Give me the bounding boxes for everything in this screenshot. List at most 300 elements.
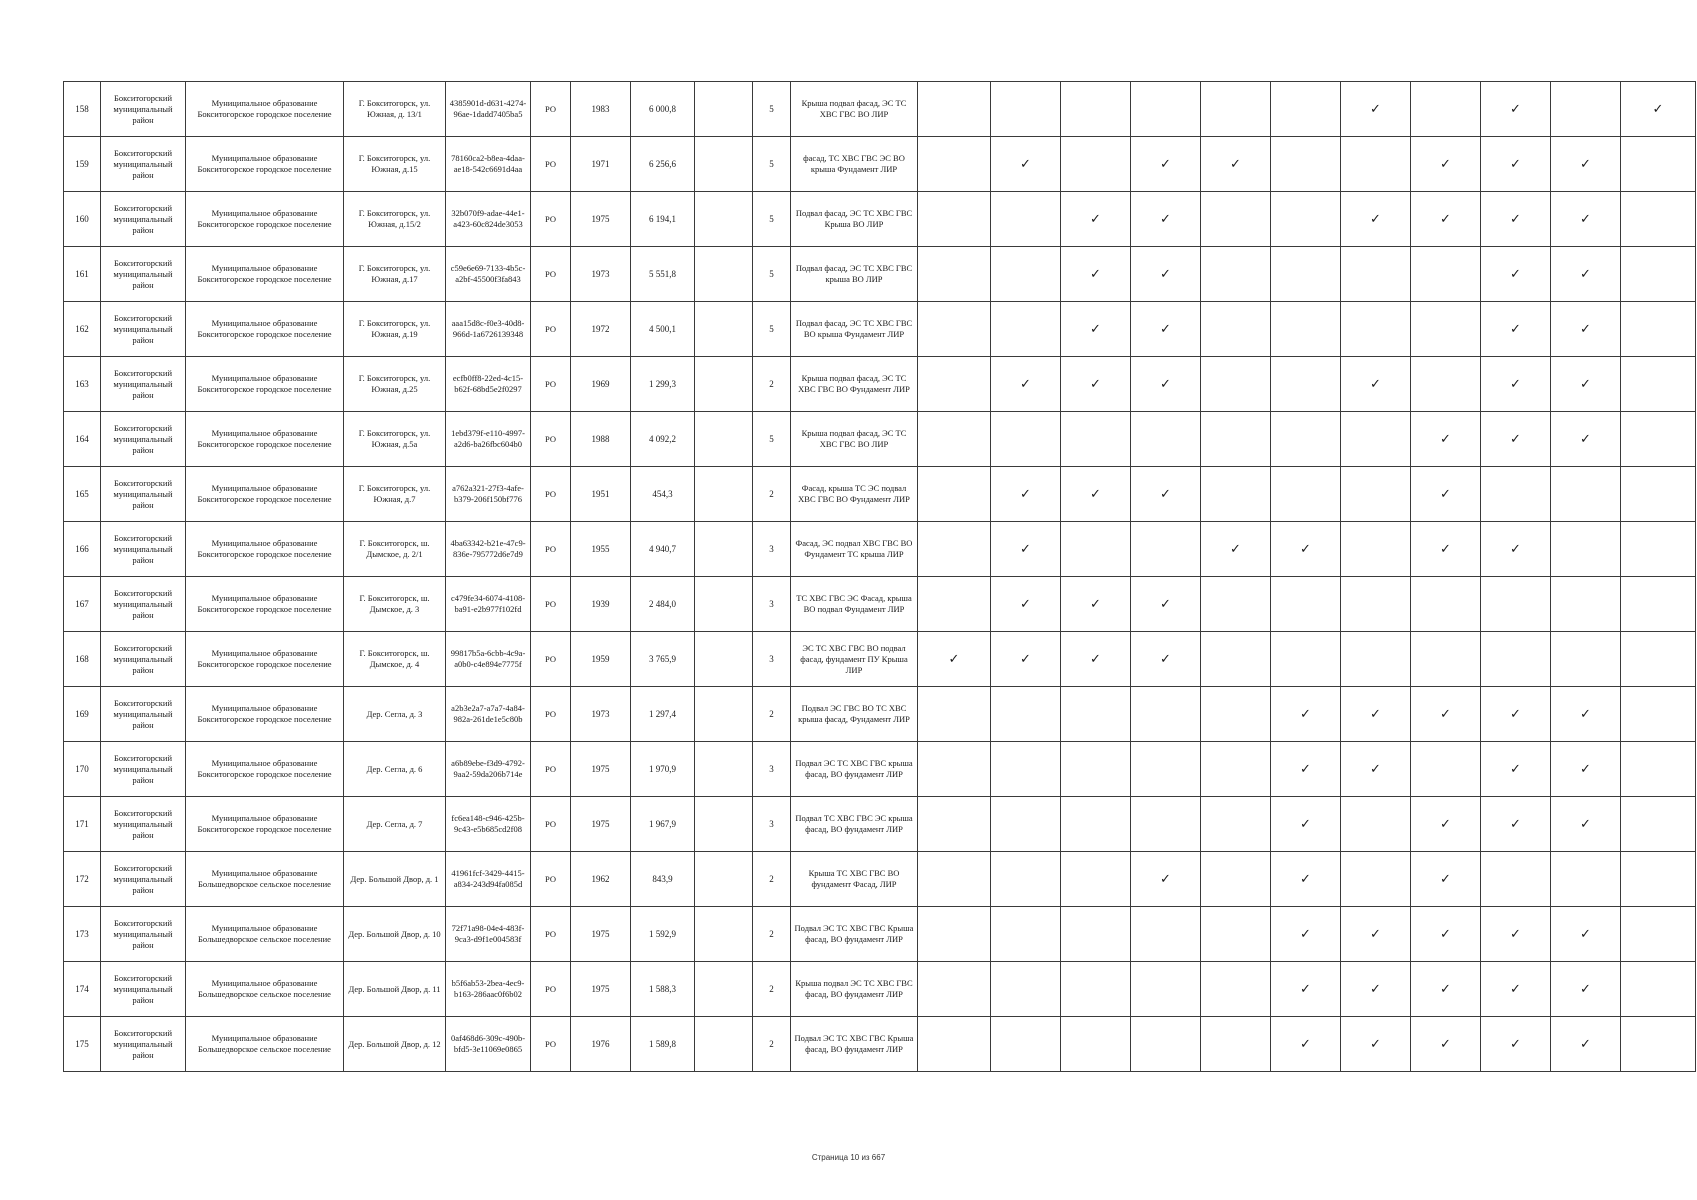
floors-cell: 2 [753, 962, 791, 1017]
check-mark-icon: ✓ [1481, 687, 1551, 742]
check-mark-icon: ✓ [1061, 632, 1131, 687]
work-type-cell [991, 412, 1061, 467]
address-cell: Г. Бокситогорск, ул. Южная, д.19 [344, 302, 446, 357]
works-list-cell: Подвал ЭС ТС ХВС ГВС Крыша фасад, ВО фундамент ЛИР [791, 1017, 918, 1072]
table-row [64, 577, 1696, 632]
work-type-cell [918, 522, 991, 577]
floors-cell: 5 [753, 412, 791, 467]
owner-cell: РО [531, 467, 571, 522]
address-cell: Дер. Сеглa, д. 3 [344, 687, 446, 742]
house-guid-cell: 0af468d6-309c-490b-bfd5-3e11069e0865 [446, 1017, 531, 1072]
year-built-cell: 1983 [571, 82, 631, 137]
work-type-cell [1201, 687, 1271, 742]
year-built-cell: 1962 [571, 852, 631, 907]
work-type-cell [1061, 742, 1131, 797]
floors-cell: 3 [753, 577, 791, 632]
check-mark-icon: ✓ [1131, 247, 1201, 302]
check-mark-icon: ✓ [1271, 797, 1341, 852]
floors-cell: 5 [753, 247, 791, 302]
work-type-cell [918, 687, 991, 742]
work-type-cell [1621, 907, 1696, 962]
check-mark-icon: ✓ [1551, 302, 1621, 357]
area-cell: 6 194,1 [631, 192, 695, 247]
year-built-cell: 1971 [571, 137, 631, 192]
empty-cell [695, 412, 753, 467]
work-type-cell [991, 302, 1061, 357]
check-mark-icon: ✓ [1131, 192, 1201, 247]
work-type-cell [991, 852, 1061, 907]
floors-cell: 2 [753, 907, 791, 962]
empty-cell [695, 577, 753, 632]
check-mark-icon: ✓ [1551, 412, 1621, 467]
owner-cell: РО [531, 1017, 571, 1072]
owner-cell: РО [531, 907, 571, 962]
owner-cell: РО [531, 687, 571, 742]
check-mark-icon: ✓ [991, 467, 1061, 522]
check-mark-icon: ✓ [1481, 1017, 1551, 1072]
district-cell: Бокситогорский муниципальный район [101, 412, 186, 467]
table-row [64, 522, 1696, 577]
floors-cell: 3 [753, 797, 791, 852]
address-cell: Дер. Сеглa, д. 7 [344, 797, 446, 852]
check-mark-icon: ✓ [1481, 797, 1551, 852]
work-type-cell [1411, 357, 1481, 412]
house-guid-cell: 41961fcf-3429-4415-a834-243d94fa085d [446, 852, 531, 907]
municipality-cell: Муниципальное образование Большедворское сельское поселение [186, 907, 344, 962]
area-cell: 843,9 [631, 852, 695, 907]
area-cell: 454,3 [631, 467, 695, 522]
work-type-cell [1131, 962, 1201, 1017]
works-list-cell: ТС ХВС ГВС ЭС Фасад, крыша ВО подвал Фундамент ЛИР [791, 577, 918, 632]
municipality-cell: Муниципальное образование Бокситогорское городское поселение [186, 82, 344, 137]
address-cell: Г. Бокситогорск, ул. Южная, д.15/2 [344, 192, 446, 247]
works-list-cell: Подвал фасад, ЭС ТС ХВС ГВС ВО крыша Фундамент ЛИР [791, 302, 918, 357]
municipality-cell: Муниципальное образование Большедворское сельское поселение [186, 1017, 344, 1072]
works-list-cell: Крыша подвал ЭС ТС ХВС ГВС фасад, ВО фундамент ЛИР [791, 962, 918, 1017]
row-number: 170 [64, 742, 101, 797]
housing-register-table [63, 81, 1696, 1072]
table-row [64, 137, 1696, 192]
house-guid-cell: 72f71a98-04e4-483f-9ca3-d9f1e004583f [446, 907, 531, 962]
year-built-cell: 1975 [571, 962, 631, 1017]
work-type-cell [1131, 907, 1201, 962]
floors-cell: 5 [753, 137, 791, 192]
district-cell: Бокситогорский муниципальный район [101, 577, 186, 632]
check-mark-icon: ✓ [1411, 522, 1481, 577]
check-mark-icon: ✓ [1621, 82, 1696, 137]
works-list-cell: Крыша подвал фасад, ЭС ТС ХВС ГВС ВО Фундамент ЛИР [791, 357, 918, 412]
year-built-cell: 1988 [571, 412, 631, 467]
work-type-cell [1621, 412, 1696, 467]
empty-cell [695, 1017, 753, 1072]
work-type-cell [1131, 412, 1201, 467]
address-cell: Дер. Большой Двор, д. 1 [344, 852, 446, 907]
empty-cell [695, 852, 753, 907]
check-mark-icon: ✓ [1481, 302, 1551, 357]
check-mark-icon: ✓ [1061, 247, 1131, 302]
check-mark-icon: ✓ [1551, 687, 1621, 742]
house-guid-cell: c59e6e69-7133-4b5c-a2bf-45500f3fa843 [446, 247, 531, 302]
area-cell: 4 092,2 [631, 412, 695, 467]
work-type-cell [918, 742, 991, 797]
floors-cell: 5 [753, 302, 791, 357]
check-mark-icon: ✓ [1061, 192, 1131, 247]
empty-cell [695, 522, 753, 577]
table-row [64, 412, 1696, 467]
works-list-cell: Подвал ЭС ТС ХВС ГВС крыша фасад, ВО фундамент ЛИР [791, 742, 918, 797]
table-body [64, 82, 1696, 1072]
district-cell: Бокситогорский муниципальный район [101, 742, 186, 797]
check-mark-icon: ✓ [1271, 852, 1341, 907]
year-built-cell: 1939 [571, 577, 631, 632]
work-type-cell [1201, 797, 1271, 852]
check-mark-icon: ✓ [1341, 742, 1411, 797]
work-type-cell [1341, 467, 1411, 522]
works-list-cell: Подвал ЭС ТС ХВС ГВС Крыша фасад, ВО фундамент ЛИР [791, 907, 918, 962]
municipality-cell: Муниципальное образование Бокситогорское городское поселение [186, 137, 344, 192]
row-number: 173 [64, 907, 101, 962]
work-type-cell [1271, 137, 1341, 192]
area-cell: 6 000,8 [631, 82, 695, 137]
municipality-cell: Муниципальное образование Бокситогорское городское поселение [186, 522, 344, 577]
work-type-cell [991, 247, 1061, 302]
work-type-cell [1131, 82, 1201, 137]
district-cell: Бокситогорский муниципальный район [101, 632, 186, 687]
work-type-cell [1411, 247, 1481, 302]
works-list-cell: Крыша ТС ХВС ГВС ВО фундамент Фасад, ЛИР [791, 852, 918, 907]
work-type-cell [1551, 577, 1621, 632]
area-cell: 4 940,7 [631, 522, 695, 577]
empty-cell [695, 742, 753, 797]
check-mark-icon: ✓ [991, 357, 1061, 412]
address-cell: Г. Бокситогорск, ул. Южная, д.15 [344, 137, 446, 192]
table-row [64, 247, 1696, 302]
work-type-cell [1341, 302, 1411, 357]
check-mark-icon: ✓ [991, 577, 1061, 632]
check-mark-icon: ✓ [991, 522, 1061, 577]
row-number: 160 [64, 192, 101, 247]
row-number: 171 [64, 797, 101, 852]
check-mark-icon: ✓ [1481, 247, 1551, 302]
check-mark-icon: ✓ [1481, 522, 1551, 577]
municipality-cell: Муниципальное образование Бокситогорское городское поселение [186, 467, 344, 522]
district-cell: Бокситогорский муниципальный район [101, 357, 186, 412]
owner-cell: РО [531, 247, 571, 302]
check-mark-icon: ✓ [1131, 852, 1201, 907]
address-cell: Дер. Большой Двор, д. 12 [344, 1017, 446, 1072]
area-cell: 1 967,9 [631, 797, 695, 852]
check-mark-icon: ✓ [1481, 82, 1551, 137]
table-row [64, 687, 1696, 742]
empty-cell [695, 192, 753, 247]
district-cell: Бокситогорский муниципальный район [101, 852, 186, 907]
work-type-cell [1621, 192, 1696, 247]
work-type-cell [1271, 82, 1341, 137]
work-type-cell [918, 797, 991, 852]
address-cell: Г. Бокситогорск, ул. Южная, д. 13/1 [344, 82, 446, 137]
work-type-cell [1341, 797, 1411, 852]
work-type-cell [1201, 1017, 1271, 1072]
check-mark-icon: ✓ [1551, 907, 1621, 962]
year-built-cell: 1976 [571, 1017, 631, 1072]
work-type-cell [1341, 522, 1411, 577]
owner-cell: РО [531, 962, 571, 1017]
works-list-cell: Подвал ЭС ГВС ВО ТС ХВС крыша фасад, Фундамент ЛИР [791, 687, 918, 742]
district-cell: Бокситогорский муниципальный район [101, 522, 186, 577]
work-type-cell [1551, 522, 1621, 577]
municipality-cell: Муниципальное образование Бокситогорское городское поселение [186, 412, 344, 467]
work-type-cell [918, 357, 991, 412]
work-type-cell [1481, 852, 1551, 907]
check-mark-icon: ✓ [1341, 687, 1411, 742]
check-mark-icon: ✓ [1411, 907, 1481, 962]
work-type-cell [991, 687, 1061, 742]
check-mark-icon: ✓ [1271, 522, 1341, 577]
check-mark-icon: ✓ [1131, 137, 1201, 192]
works-list-cell: фасад, ТС ХВС ГВС ЭС ВО крыша Фундамент ЛИР [791, 137, 918, 192]
row-number: 174 [64, 962, 101, 1017]
work-type-cell [1131, 1017, 1201, 1072]
address-cell: Г. Бокситогорск, ул. Южная, д.7 [344, 467, 446, 522]
work-type-cell [1621, 247, 1696, 302]
municipality-cell: Муниципальное образование Бокситогорское городское поселение [186, 357, 344, 412]
works-list-cell: Крыша подвал фасад, ЭС ТС ХВС ГВС ВО ЛИР [791, 412, 918, 467]
row-number: 168 [64, 632, 101, 687]
works-list-cell: Подвал фасад, ЭС ТС ХВС ГВС Крыша ВО ЛИР [791, 192, 918, 247]
house-guid-cell: 1ebd379f-e110-4997-a2d6-ba26fbc604b0 [446, 412, 531, 467]
work-type-cell [1621, 962, 1696, 1017]
work-type-cell [1551, 852, 1621, 907]
work-type-cell [1621, 357, 1696, 412]
owner-cell: РО [531, 137, 571, 192]
work-type-cell [1201, 907, 1271, 962]
works-list-cell: Фасад, крыша ТС ЭС подвал ХВС ГВС ВО Фундамент ЛИР [791, 467, 918, 522]
check-mark-icon: ✓ [991, 632, 1061, 687]
check-mark-icon: ✓ [1201, 137, 1271, 192]
work-type-cell [1271, 302, 1341, 357]
work-type-cell [1621, 522, 1696, 577]
row-number: 158 [64, 82, 101, 137]
row-number: 162 [64, 302, 101, 357]
year-built-cell: 1972 [571, 302, 631, 357]
table-row [64, 907, 1696, 962]
check-mark-icon: ✓ [1341, 82, 1411, 137]
empty-cell [695, 467, 753, 522]
works-list-cell: Фасад, ЭС подвал ХВС ГВС ВО Фундамент ТС крыша ЛИР [791, 522, 918, 577]
work-type-cell [1621, 797, 1696, 852]
area-cell: 2 484,0 [631, 577, 695, 632]
work-type-cell [1061, 797, 1131, 852]
check-mark-icon: ✓ [1131, 302, 1201, 357]
table-row [64, 357, 1696, 412]
work-type-cell [1411, 742, 1481, 797]
year-built-cell: 1973 [571, 247, 631, 302]
year-built-cell: 1975 [571, 907, 631, 962]
work-type-cell [991, 907, 1061, 962]
year-built-cell: 1975 [571, 742, 631, 797]
check-mark-icon: ✓ [1551, 137, 1621, 192]
check-mark-icon: ✓ [1061, 302, 1131, 357]
house-guid-cell: a2b3e2a7-a7a7-4a84-982a-261de1e5c80b [446, 687, 531, 742]
year-built-cell: 1975 [571, 797, 631, 852]
work-type-cell [918, 302, 991, 357]
house-guid-cell: 32b070f9-adae-44e1-a423-60c824de3053 [446, 192, 531, 247]
owner-cell: РО [531, 357, 571, 412]
check-mark-icon: ✓ [1411, 467, 1481, 522]
municipality-cell: Муниципальное образование Бокситогорское городское поселение [186, 797, 344, 852]
empty-cell [695, 632, 753, 687]
row-number: 167 [64, 577, 101, 632]
empty-cell [695, 907, 753, 962]
house-guid-cell: c479fe34-6074-4108-ba91-e2b977f102fd [446, 577, 531, 632]
house-guid-cell: 4385901d-d631-4274-96ae-1dadd7405ba5 [446, 82, 531, 137]
work-type-cell [1201, 247, 1271, 302]
house-guid-cell: a6b89ebe-f3d9-4792-9aa2-59da206b714e [446, 742, 531, 797]
check-mark-icon: ✓ [1131, 577, 1201, 632]
municipality-cell: Муниципальное образование Бокситогорское городское поселение [186, 247, 344, 302]
work-type-cell [1621, 467, 1696, 522]
floors-cell: 2 [753, 467, 791, 522]
row-number: 161 [64, 247, 101, 302]
work-type-cell [1341, 852, 1411, 907]
check-mark-icon: ✓ [1341, 1017, 1411, 1072]
municipality-cell: Муниципальное образование Бокситогорское городское поселение [186, 742, 344, 797]
district-cell: Бокситогорский муниципальный район [101, 962, 186, 1017]
check-mark-icon: ✓ [1341, 192, 1411, 247]
work-type-cell [1131, 522, 1201, 577]
check-mark-icon: ✓ [1271, 1017, 1341, 1072]
check-mark-icon: ✓ [1481, 192, 1551, 247]
work-type-cell [1621, 632, 1696, 687]
house-guid-cell: 4ba63342-b21e-47c9-836e-795772d6e7d9 [446, 522, 531, 577]
year-built-cell: 1969 [571, 357, 631, 412]
address-cell: Г. Бокситогорск, ш. Дымское, д. 4 [344, 632, 446, 687]
area-cell: 4 500,1 [631, 302, 695, 357]
house-guid-cell: aaa15d8c-f0e3-40d8-966d-1a6726139348 [446, 302, 531, 357]
address-cell: Дер. Большой Двор, д. 10 [344, 907, 446, 962]
area-cell: 1 592,9 [631, 907, 695, 962]
check-mark-icon: ✓ [1201, 522, 1271, 577]
municipality-cell: Муниципальное образование Бокситогорское городское поселение [186, 577, 344, 632]
work-type-cell [1481, 467, 1551, 522]
check-mark-icon: ✓ [1271, 907, 1341, 962]
work-type-cell [1061, 82, 1131, 137]
check-mark-icon: ✓ [1411, 192, 1481, 247]
check-mark-icon: ✓ [1271, 742, 1341, 797]
district-cell: Бокситогорский муниципальный район [101, 302, 186, 357]
work-type-cell [1551, 467, 1621, 522]
work-type-cell [1411, 632, 1481, 687]
address-cell: Г. Бокситогорск, ш. Дымское, д. 3 [344, 577, 446, 632]
district-cell: Бокситогорский муниципальный район [101, 1017, 186, 1072]
row-number: 164 [64, 412, 101, 467]
work-type-cell [1271, 467, 1341, 522]
house-guid-cell: b5f6ab53-2bea-4ec9-b163-286aac0f6b02 [446, 962, 531, 1017]
municipality-cell: Муниципальное образование Большедворское сельское поселение [186, 852, 344, 907]
work-type-cell [918, 82, 991, 137]
empty-cell [695, 137, 753, 192]
owner-cell: РО [531, 632, 571, 687]
work-type-cell [1411, 82, 1481, 137]
check-mark-icon: ✓ [1271, 687, 1341, 742]
work-type-cell [991, 962, 1061, 1017]
area-cell: 1 589,8 [631, 1017, 695, 1072]
owner-cell: РО [531, 742, 571, 797]
check-mark-icon: ✓ [1341, 357, 1411, 412]
work-type-cell [1271, 632, 1341, 687]
work-type-cell [1201, 302, 1271, 357]
row-number: 163 [64, 357, 101, 412]
area-cell: 1 299,3 [631, 357, 695, 412]
work-type-cell [991, 192, 1061, 247]
check-mark-icon: ✓ [1551, 192, 1621, 247]
house-guid-cell: 99817b5a-6cbb-4c9a-a0b0-c4e894e7775f [446, 632, 531, 687]
work-type-cell [1271, 247, 1341, 302]
year-built-cell: 1955 [571, 522, 631, 577]
table-row [64, 797, 1696, 852]
floors-cell: 2 [753, 357, 791, 412]
work-type-cell [1271, 192, 1341, 247]
owner-cell: РО [531, 82, 571, 137]
empty-cell [695, 687, 753, 742]
work-type-cell [1341, 412, 1411, 467]
table-row [64, 467, 1696, 522]
owner-cell: РО [531, 302, 571, 357]
check-mark-icon: ✓ [1341, 907, 1411, 962]
municipality-cell: Муниципальное образование Бокситогорское городское поселение [186, 192, 344, 247]
address-cell: Дер. Большой Двор, д. 11 [344, 962, 446, 1017]
district-cell: Бокситогорский муниципальный район [101, 247, 186, 302]
house-guid-cell: 78160ca2-b8ea-4daa-ae18-542c6691d4aa [446, 137, 531, 192]
work-type-cell [1201, 82, 1271, 137]
area-cell: 1 588,3 [631, 962, 695, 1017]
check-mark-icon: ✓ [1551, 742, 1621, 797]
work-type-cell [1411, 577, 1481, 632]
work-type-cell [1061, 907, 1131, 962]
work-type-cell [1621, 742, 1696, 797]
work-type-cell [991, 82, 1061, 137]
table-row [64, 962, 1696, 1017]
work-type-cell [1551, 82, 1621, 137]
address-cell: Г. Бокситогорск, ул. Южная, д.5а [344, 412, 446, 467]
address-cell: Г. Бокситогорск, ул. Южная, д.17 [344, 247, 446, 302]
area-cell: 3 765,9 [631, 632, 695, 687]
work-type-cell [1201, 412, 1271, 467]
work-type-cell [1201, 742, 1271, 797]
work-type-cell [1201, 962, 1271, 1017]
work-type-cell [1061, 522, 1131, 577]
owner-cell: РО [531, 797, 571, 852]
floors-cell: 3 [753, 522, 791, 577]
work-type-cell [1341, 577, 1411, 632]
district-cell: Бокситогорский муниципальный район [101, 82, 186, 137]
check-mark-icon: ✓ [1411, 412, 1481, 467]
house-guid-cell: a762a321-27f3-4afe-b379-206f150bf776 [446, 467, 531, 522]
works-list-cell: ЭС ТС ХВС ГВС ВО подвал фасад, фундамент ПУ Крыша ЛИР [791, 632, 918, 687]
table-row [64, 1017, 1696, 1072]
works-list-cell: Крыша подвал фасад, ЭС ТС ХВС ГВС ВО ЛИР [791, 82, 918, 137]
area-cell: 1 297,4 [631, 687, 695, 742]
work-type-cell [918, 1017, 991, 1072]
work-type-cell [1341, 632, 1411, 687]
check-mark-icon: ✓ [1481, 907, 1551, 962]
check-mark-icon: ✓ [1481, 412, 1551, 467]
address-cell: Дер. Сеглa, д. 6 [344, 742, 446, 797]
owner-cell: РО [531, 852, 571, 907]
owner-cell: РО [531, 577, 571, 632]
row-number: 172 [64, 852, 101, 907]
work-type-cell [1201, 467, 1271, 522]
